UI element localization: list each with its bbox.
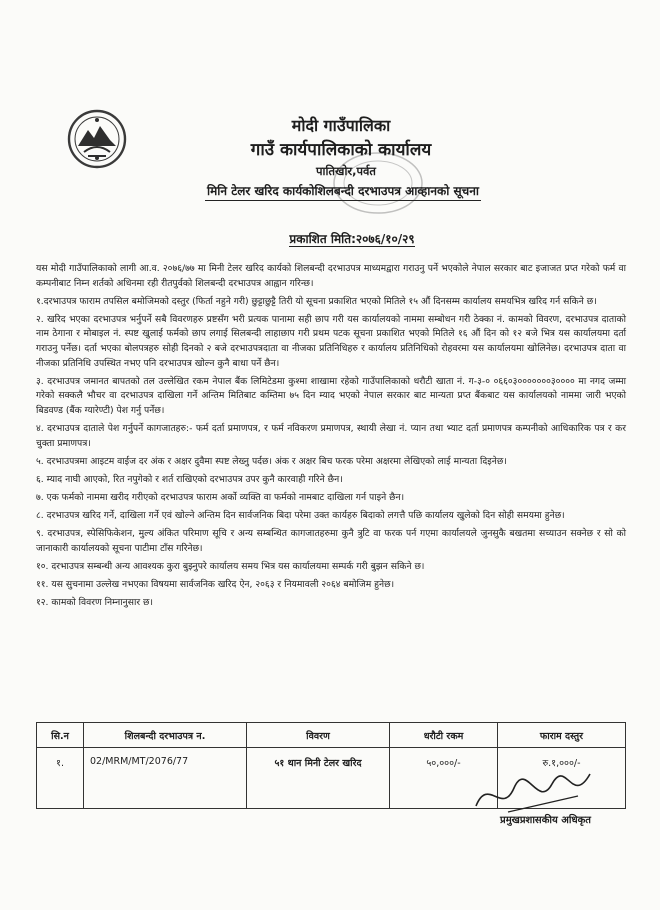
cell-description: ५१ थान मिनी टेलर खरिद — [247, 748, 390, 809]
notice-title: मिनि टेलर खरिद कार्यकोशिलबन्दी दरभाउपत्र आव्हानको सूचना — [205, 182, 481, 201]
table-header-row — [37, 723, 626, 748]
municipality-name: मोदी गाउँपालिका — [291, 116, 391, 135]
header-bid-number: शिलबन्दी दरभाउपत्र न. — [84, 723, 247, 748]
condition-7: ७. एक फर्मको नाममा खरीद गरीएको दरभाउपत्र फाराम अर्को व्यक्ति वा फर्मको नामबाट दाखिला गर्न पाइने छैन। — [36, 491, 405, 503]
condition-3: ३. दरभाउपत्र जमानत बापतको तल उल्लेखित रकम नेपाल बैंक लिमिटेडमा कुश्मा शाखामा रहेको गाउँपालिकाको धरौटी खाता नं. ग-३-० ०६६०३०००००००३०००० मा नगद जम्मा गरेको सक्कलै भौचर वा दरभाउपत्र दाखिला गर्ने अन्तिम मितिबाट कम्तिमा ७५ दिन म्याद भएको नेपाल सरकार बाट मान्यता प्रप्त बैंकबाट यस कार्यालयको नाममा जारी भएको बिडवण्ड (बैंक ग्यारेण्टी) पेश गर्नु पर्नेछ। — [36, 375, 626, 416]
office-location: पातिखोर,पर्वत — [316, 164, 376, 178]
cell-form-fee: रु.१,०००/- — [498, 748, 626, 809]
office-name: गाउँ कार्यपालिकाको कार्यालय — [250, 140, 432, 160]
letterhead — [0, 114, 660, 201]
condition-9: ९. दरभाउपत्र, स्पेसिफिकेशन, मुल्य अंकित परिमाण सूचि र अन्य सम्बन्धित कागजातहरुमा कुनै त्रुटि वा फरक पर्न गएमा कार्यालयले जुनसुकै बखतमा सच्याउन सक्नेछ र सो को जानाकारी कार्यालयको सूचना पाटीमा टाँस गरिनेछ। — [36, 528, 626, 554]
condition-12: १२. कामको विवरण निम्नानुसार छ। — [36, 596, 153, 608]
condition-5: ५. दरभाउपत्रमा आइटम वाईज दर अंक र अक्षर दुवैमा स्पष्ट लेख्नु पर्दछ। अंक र अक्षर बिच फरक परेमा अक्षरमा लेखिएको लाई मान्यता दिइनेछ। — [36, 455, 507, 467]
condition-6: ६. म्याद नाघी आएको, रित नपुगेको र शर्त राखिएको दरभाउपत्र उपर कुनै कारवाही गरिने छैन। — [36, 473, 343, 485]
cell-serial: १. — [37, 748, 84, 809]
header-description: विवरण — [247, 723, 390, 748]
header-serial: सि.न — [37, 723, 84, 748]
condition-11: ११. यस सुचनामा उल्लेख नभएका विषयमा सार्वजनिक खरिद ऐन, २०६३ र नियमावली २०६४ बमोजिम हुनेछ। — [36, 578, 395, 590]
condition-1: १.दरभाउपत्र फाराम तपसिल बमोजिमको दस्तुर (फिर्ता नहुने गरी) छुट्टाछुट्टै तिरी यो सूचना प्रकाशित भएको मितिले १५ औं दिनसम्म कार्यालय समयभित्र खरिद गर्न सकिने छ। — [36, 295, 597, 307]
header-deposit: धरौटी रकम — [390, 723, 498, 748]
condition-4: ४. दरभाउपत्र दाताले पेश गर्नुपर्ने कागजातहरु:- फर्म दर्ता प्रमाणपत्र, र फर्म नविकरण प्रमाणपत्र, स्थायी लेखा नं. प्यान तथा भ्याट दर्ता प्रमाणपत्र कम्पनीको आधिकारिक पत्र र कर चुक्ता प्रमाणपत्र। — [36, 422, 626, 449]
publication-date — [22, 230, 660, 247]
condition-10: १०. दरभाउपत्र सम्बन्धी अन्य आवश्यक कुरा बुझ्नुपरे कार्यालय समय भित्र यस कार्यालयमा सम्पर्क गरी बुझन सकिने छ। — [36, 560, 425, 572]
condition-8: ८. दरभाउपत्र खरिद गर्ने, दाखिला गर्ने एवं खोल्ने अन्तिम दिन सार्वजनिक बिदा परेमा उक्त कार्यहरु बिदाको लगत्तै पछि कार्यालय खुलेको दिन सोही समयमा हुनेछ। — [36, 509, 565, 521]
notice-body — [36, 262, 626, 614]
cell-bid-number: 02/MRM/MT/2076/77 — [84, 748, 247, 809]
condition-2: २. खरिद भएका दरभाउपत्र भर्नुपर्ने सबै विवरणहरु प्रष्टसँग भरी प्रत्यक पानामा सही छाप गरी यस कार्यालयको नाममा सम्बोधन गरी ठेक्का नं. कामको विवरण, दरभाउपत्र दाताको नाम ठेगाना र मोबाइल नं. स्पष्ट खुलाई फर्मको छाप लगाई सिलबन्दी लाहाछाप गरी प्रथम पटक सूचना प्रकाशित भएको मितिले १६ औं दिन को १२ बजे भित्र यस कार्यालयमा दर्ता गराउनु पर्नेछ। दर्ता भएका बोलपत्रहरु सोही दिनको २ बजे दरभाउपत्रदाता वा नीजका प्रतिनिधिहरु र कार्यालय प्रतिनिधिको रोहवरमा यस कार्यालयमा खोलिनेछ। दरभाउपत्र दाता वा नीजका प्रतिनिधि उपस्थित नभए पनि दरभाउपत्र खोल्न कुनै बाधा पर्ने छैन। — [36, 313, 626, 369]
signatory-title: प्रमुखप्रशासकीय अधिकृत — [500, 815, 592, 826]
publication-date-text: प्रकाशित मिति:२०७६/१०/२९ — [289, 232, 415, 246]
intro-paragraph: यस मोदी गाउँपालिकाको लागी आ.व. २०७६/७७ मा मिनी टेलर खरिद कार्यको शिलबन्दी दरभाउपत्र माध्यमद्वारा गराउनु पर्ने भएकोले नेपाल सरकार बाट इजाजत प्रप्त गरेको फर्म वा कम्पनीबाट निम्न शर्तको अधिनमा रही रीतपुर्वको शिलबन्दी दरभाउपत्र आह्वान गरिन्छ। — [36, 263, 626, 289]
cell-deposit: ५०,०००/- — [390, 748, 498, 809]
header-form-fee: फाराम दस्तुर — [498, 723, 626, 748]
